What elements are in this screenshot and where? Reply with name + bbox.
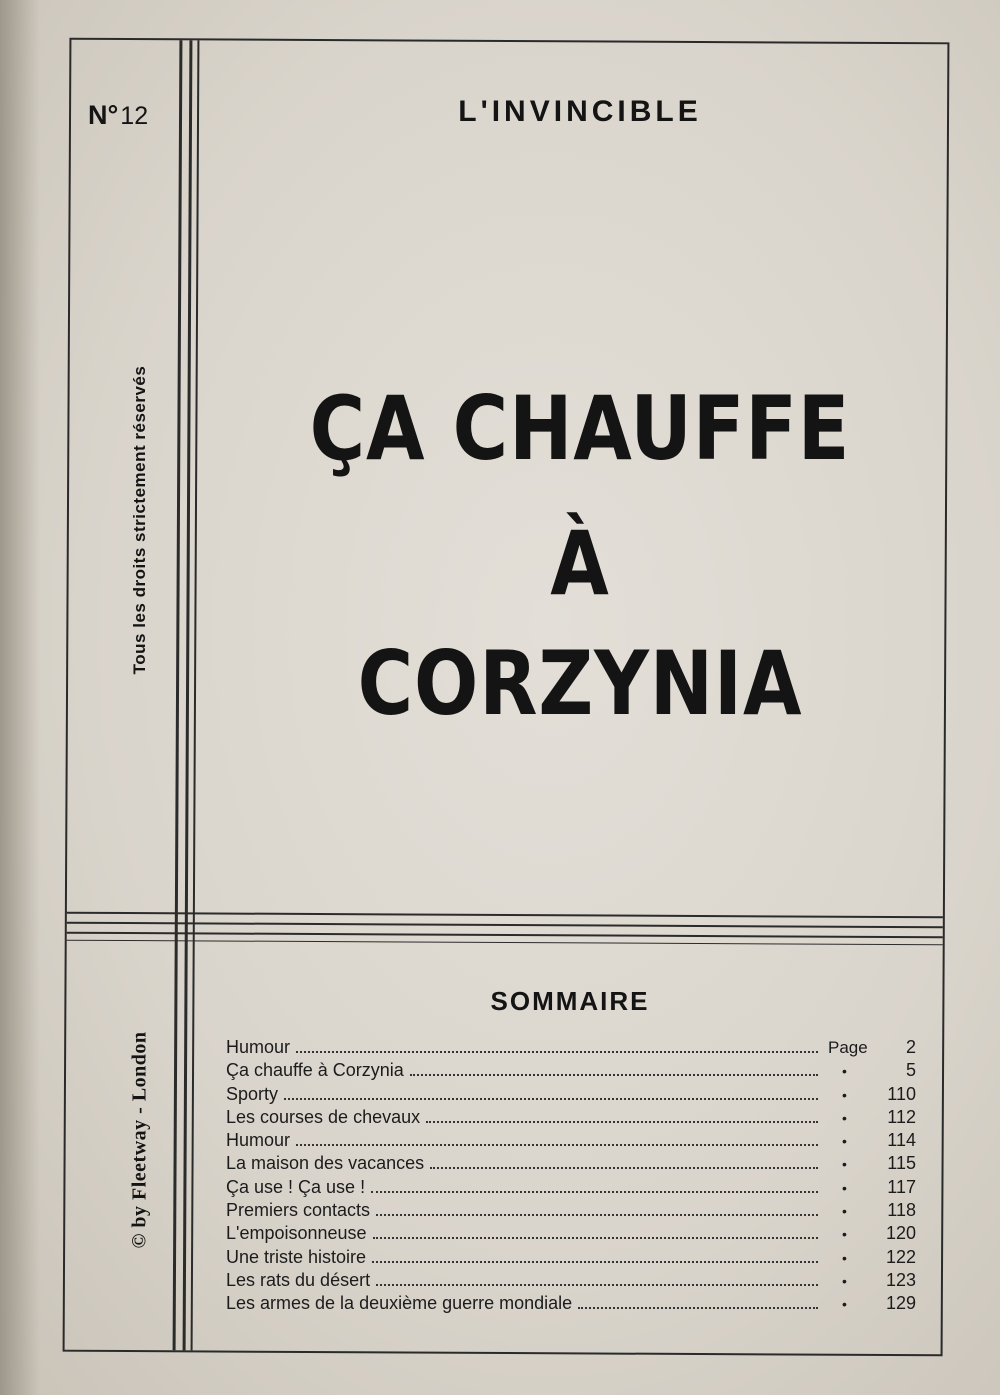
toc-item-title: Ça use ! Ça use ! bbox=[226, 1176, 366, 1197]
toc-row bbox=[226, 1059, 916, 1082]
frame-horizontal-rule bbox=[67, 940, 943, 946]
toc-ditto-mark: • bbox=[842, 1133, 847, 1150]
main-title-line-1: ÇA CHAUFFE bbox=[309, 377, 851, 480]
toc-item-page: 114 bbox=[887, 1130, 916, 1151]
toc-dot-leader bbox=[410, 1074, 818, 1076]
toc-row bbox=[226, 1083, 916, 1106]
frame-horizontal-rule bbox=[67, 932, 943, 939]
toc-row bbox=[226, 1292, 916, 1315]
toc-row bbox=[226, 1129, 916, 1152]
toc-dot-leader bbox=[376, 1284, 818, 1286]
issue-number bbox=[88, 100, 148, 131]
toc-row bbox=[226, 1199, 916, 1222]
issue-prefix: N° bbox=[88, 100, 119, 130]
toc-item-title: La maison des vacances bbox=[226, 1153, 425, 1174]
toc-ditto-mark: • bbox=[842, 1203, 847, 1220]
toc-row bbox=[226, 1176, 916, 1199]
toc-row bbox=[226, 1222, 916, 1245]
toc-item-page: 122 bbox=[885, 1246, 916, 1267]
toc-item-title: Les rats du désert bbox=[226, 1269, 371, 1290]
toc-dot-leader bbox=[371, 1191, 818, 1193]
series-title: L'INVINCIBLE bbox=[458, 95, 702, 128]
toc-ditto-mark: • bbox=[842, 1086, 847, 1103]
toc-item-title: Humour bbox=[226, 1037, 291, 1057]
toc-ditto-mark: • bbox=[842, 1156, 847, 1173]
book-gutter-shadow bbox=[0, 0, 40, 1395]
rights-notice: Tous les droits strictement réservés bbox=[130, 365, 149, 675]
toc-dot-leader bbox=[426, 1121, 818, 1123]
toc-row bbox=[226, 1152, 916, 1175]
toc-dot-leader bbox=[373, 1237, 818, 1239]
frame-horizontal-rule bbox=[67, 922, 943, 929]
issue-number-value: 12 bbox=[120, 102, 149, 130]
toc-dot-leader bbox=[372, 1261, 818, 1263]
toc-ditto-mark: • bbox=[842, 1272, 847, 1289]
toc-page-label: Page bbox=[828, 1038, 868, 1057]
toc-item-page: 118 bbox=[887, 1200, 916, 1221]
toc-item-title: Sporty bbox=[226, 1083, 279, 1104]
toc-dot-leader bbox=[578, 1307, 818, 1309]
toc-item-page: 110 bbox=[887, 1083, 916, 1104]
toc-item-title: Les armes de la deuxième guerre mondiale bbox=[226, 1293, 573, 1314]
main-title-line-2: À bbox=[550, 512, 610, 615]
toc-dot-leader bbox=[284, 1098, 818, 1100]
toc-item-title: Humour bbox=[226, 1130, 291, 1151]
toc-item-page: 2 bbox=[905, 1037, 916, 1057]
frame-vertical-rule bbox=[173, 40, 183, 1350]
toc-ditto-mark: • bbox=[842, 1109, 847, 1126]
sommaire-heading: SOMMAIRE bbox=[490, 986, 650, 1016]
toc-item-title: Premiers contacts bbox=[226, 1200, 371, 1221]
toc-row bbox=[226, 1036, 916, 1059]
toc-item-title: Les courses de chevaux bbox=[226, 1106, 421, 1127]
table-of-contents bbox=[226, 1036, 916, 1316]
toc-item-page: 123 bbox=[885, 1269, 916, 1290]
toc-item-title: Ça chauffe à Corzynia bbox=[226, 1060, 404, 1081]
toc-ditto-mark: • bbox=[842, 1249, 847, 1266]
toc-dot-leader bbox=[296, 1144, 818, 1146]
toc-item-page: 112 bbox=[887, 1106, 916, 1127]
toc-dot-leader bbox=[296, 1051, 818, 1053]
toc-dot-leader bbox=[430, 1167, 818, 1169]
frame-horizontal-rule bbox=[67, 912, 943, 919]
toc-item-page: 129 bbox=[885, 1293, 916, 1314]
frame-vertical-rule bbox=[191, 40, 200, 1350]
toc-item-page: 120 bbox=[885, 1223, 916, 1244]
copyright-notice: © by Fleetway - London bbox=[128, 1031, 151, 1249]
toc-dot-leader bbox=[376, 1214, 818, 1216]
toc-row bbox=[226, 1106, 916, 1129]
toc-item-page: 117 bbox=[887, 1176, 916, 1197]
toc-ditto-mark: • bbox=[842, 1226, 847, 1243]
toc-row bbox=[226, 1269, 916, 1292]
toc-item-page: 5 bbox=[905, 1060, 916, 1081]
toc-item-title: Une triste histoire bbox=[226, 1246, 367, 1267]
toc-ditto-mark: • bbox=[842, 1296, 847, 1313]
toc-item-page: 115 bbox=[887, 1153, 916, 1174]
main-title-line-3: CORZYNIA bbox=[357, 632, 803, 735]
toc-ditto-mark: • bbox=[842, 1179, 847, 1196]
toc-ditto-mark: • bbox=[842, 1063, 847, 1080]
toc-row bbox=[226, 1246, 916, 1269]
toc-item-title: L'empoisonneuse bbox=[226, 1223, 367, 1244]
